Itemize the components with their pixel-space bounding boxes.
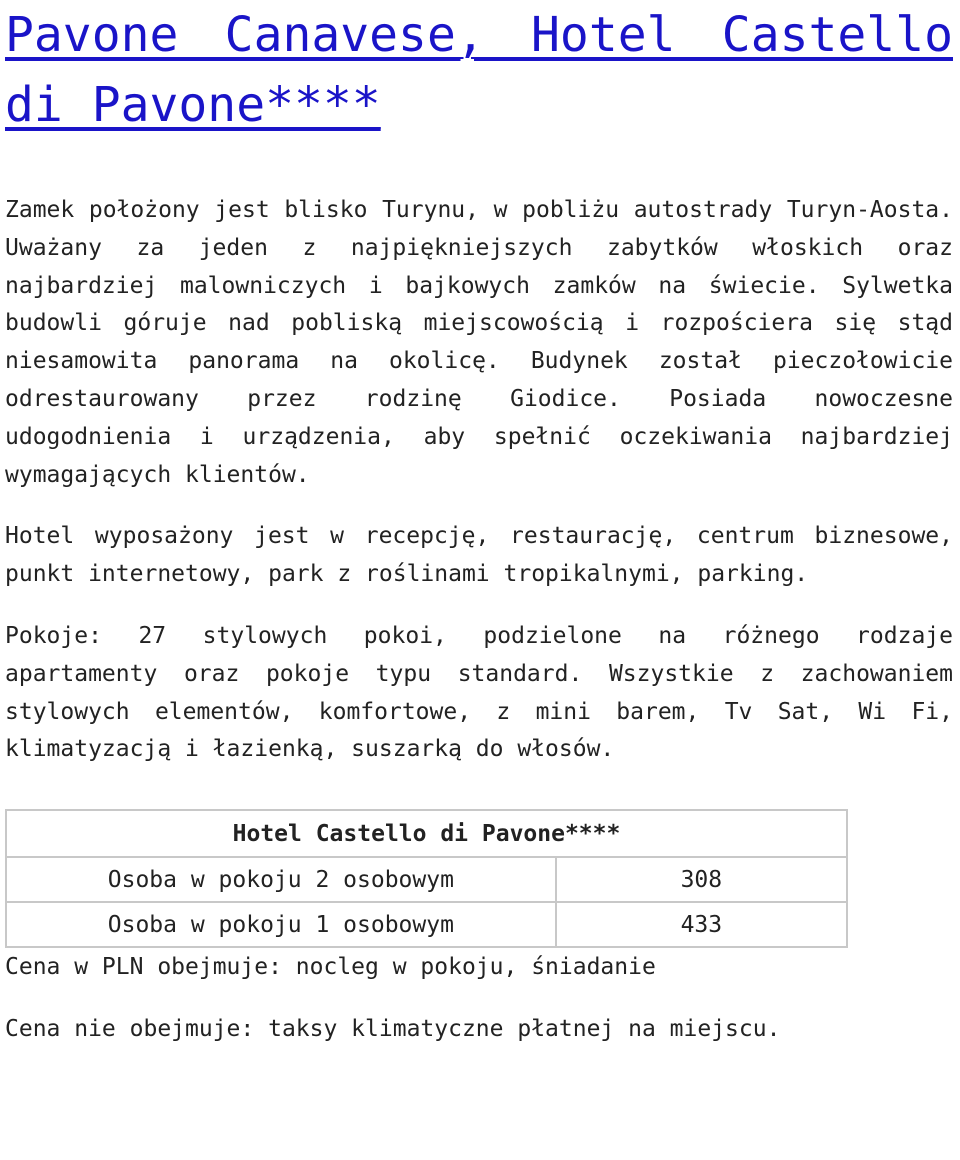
price-table [5, 809, 848, 948]
facilities-paragraph: Hotel wyposażony jest w recepcję, restaurację, centrum biznesowe, punkt internetowy, park z roślinami tropikalnymi, parking. [5, 523, 953, 588]
table-row [6, 857, 847, 902]
description-paragraph: Zamek położony jest blisko Turynu, w pobliżu autostrady Turyn-Aosta. Uważany za jeden z najpiękniejszych zabytków włoskich oraz najbardziej malowniczych i bajkowych zamków na świecie. Sylwetka budowli góruje nad pobliską miejscowością i rozpościera się stąd niesamowita panorama na okolicę. Budynek został pieczołowicie odrestaurowany przez rodzinę Giodice. Posiada nowoczesne udogodnienia i urządzenia, aby spełnić oczekiwania najbardziej wymagających klientów. [5, 197, 953, 488]
title-link[interactable]: Pavone Canavese, Hotel Castello di Pavone**** [5, 7, 953, 133]
price-excludes-note: Cena nie obejmuje: taksy klimatyczne płatnej na miejscu. [5, 1016, 781, 1043]
table-row [6, 902, 847, 947]
price-table-header-row [6, 810, 847, 857]
price-includes-note: Cena w PLN obejmuje: nocleg w pokoju, śniadanie [5, 954, 656, 981]
price-cell: 433 [556, 902, 847, 947]
page-title[interactable] [5, 0, 953, 140]
price-cell: 308 [556, 857, 847, 902]
price-table-header: Hotel Castello di Pavone**** [6, 810, 847, 857]
rooms-paragraph: Pokoje: 27 stylowych pokoi, podzielone na różnego rodzaje apartamenty oraz pokoje typu standard. Wszystkie z zachowaniem stylowych elementów, komfortowe, z mini barem, Tv Sat, Wi Fi, klimatyzacją i łazienką, suszarką do włosów. [5, 622, 953, 763]
room-type-cell: Osoba w pokoju 1 osobowym [6, 902, 556, 947]
article [5, 0, 953, 1048]
room-type-cell: Osoba w pokoju 2 osobowym [6, 857, 556, 902]
